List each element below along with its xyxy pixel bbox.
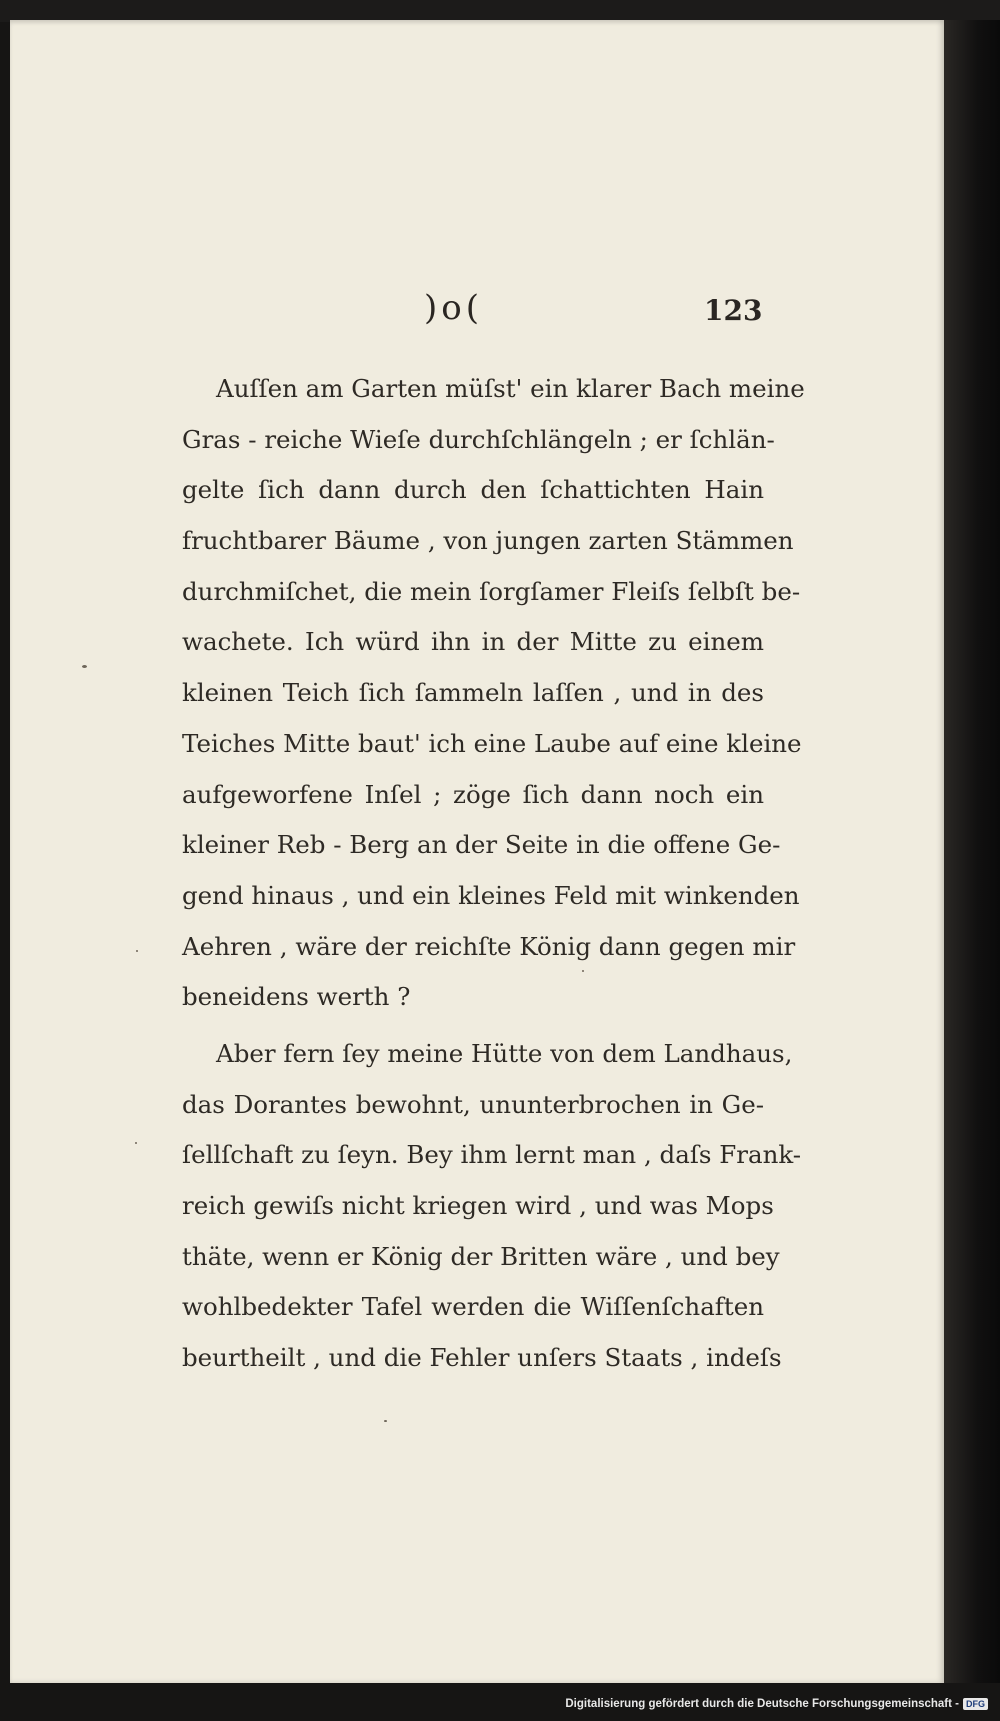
text-line: beurtheilt , und die Fehler unſers Staats , indeſs [182, 1343, 782, 1373]
page-header [10, 288, 944, 338]
funding-credit: Digitalisierung gefördert durch die Deutsche Forschungsgemeinschaft - [565, 1698, 959, 1710]
text-line: das Dorantes bewohnt, ununterbrochen in Ge- [182, 1089, 764, 1119]
scan-right-border [944, 20, 1000, 1683]
paper-speck [136, 950, 138, 952]
text-line: ſellſchaft zu ſeyn. Bey ihm lernt man , daſs Frank- [182, 1140, 802, 1170]
text-line: wachete. Ich würd ihn in der Mitte zu einem [182, 627, 764, 657]
text-line: Aehren , wäre der reichſte König dann gegen mir [182, 931, 796, 961]
text-line: thäte, wenn er König der Britten wäre , und bey [182, 1241, 780, 1271]
paper-speck [582, 970, 584, 972]
text-line: Gras - reiche Wieſe durchſchlängeln ; er ſchlän- [182, 424, 775, 454]
text-line: aufgeworfene Inſel ; zöge ſich dann noch ein [182, 779, 764, 809]
paper-speck [135, 1142, 137, 1144]
book-page [10, 20, 944, 1683]
text-line: fruchtbarer Bäume , von jungen zarten Stämmen [182, 526, 794, 556]
page-number: 123 [704, 294, 763, 327]
text-line: beneidens werth ? [182, 982, 411, 1012]
text-line: gend hinaus , und ein kleines Feld mit winkenden [182, 880, 800, 910]
dfg-logo: DFG [963, 1698, 988, 1710]
paper-speck [384, 1420, 387, 1422]
text-line: kleiner Reb - Berg an der Seite in die offene Ge- [182, 830, 781, 860]
text-line: Aber fern ſey meine Hütte von dem Landhaus, [216, 1038, 793, 1068]
text-line: kleinen Teich ſich ſammeln laſſen , und in des [182, 678, 764, 708]
paragraph-1 [182, 364, 805, 1023]
text-line: durchmiſchet, die mein ſorgſamer Fleiſs ſelbſt be- [182, 576, 801, 606]
text-line: reich gewiſs nicht kriegen wird , und was Mops [182, 1191, 774, 1220]
digitization-footer [565, 1694, 988, 1714]
text-line: Teiches Mitte baut' ich eine Laube auf eine kleine [182, 728, 802, 758]
text-line: wohlbedekter Tafel werden die Wiſſenſchaften [182, 1292, 764, 1322]
paper-speck [82, 665, 87, 668]
paragraph-2 [182, 1029, 802, 1384]
text-line: gelte ſich dann durch den ſchattichten Hain [182, 475, 764, 505]
body-text [182, 364, 805, 1384]
header-ornament: )o( [424, 288, 483, 328]
text-line: Auſſen am Garten müſst' ein klarer Bach meine [216, 374, 805, 403]
scan-top-border [0, 0, 1000, 22]
